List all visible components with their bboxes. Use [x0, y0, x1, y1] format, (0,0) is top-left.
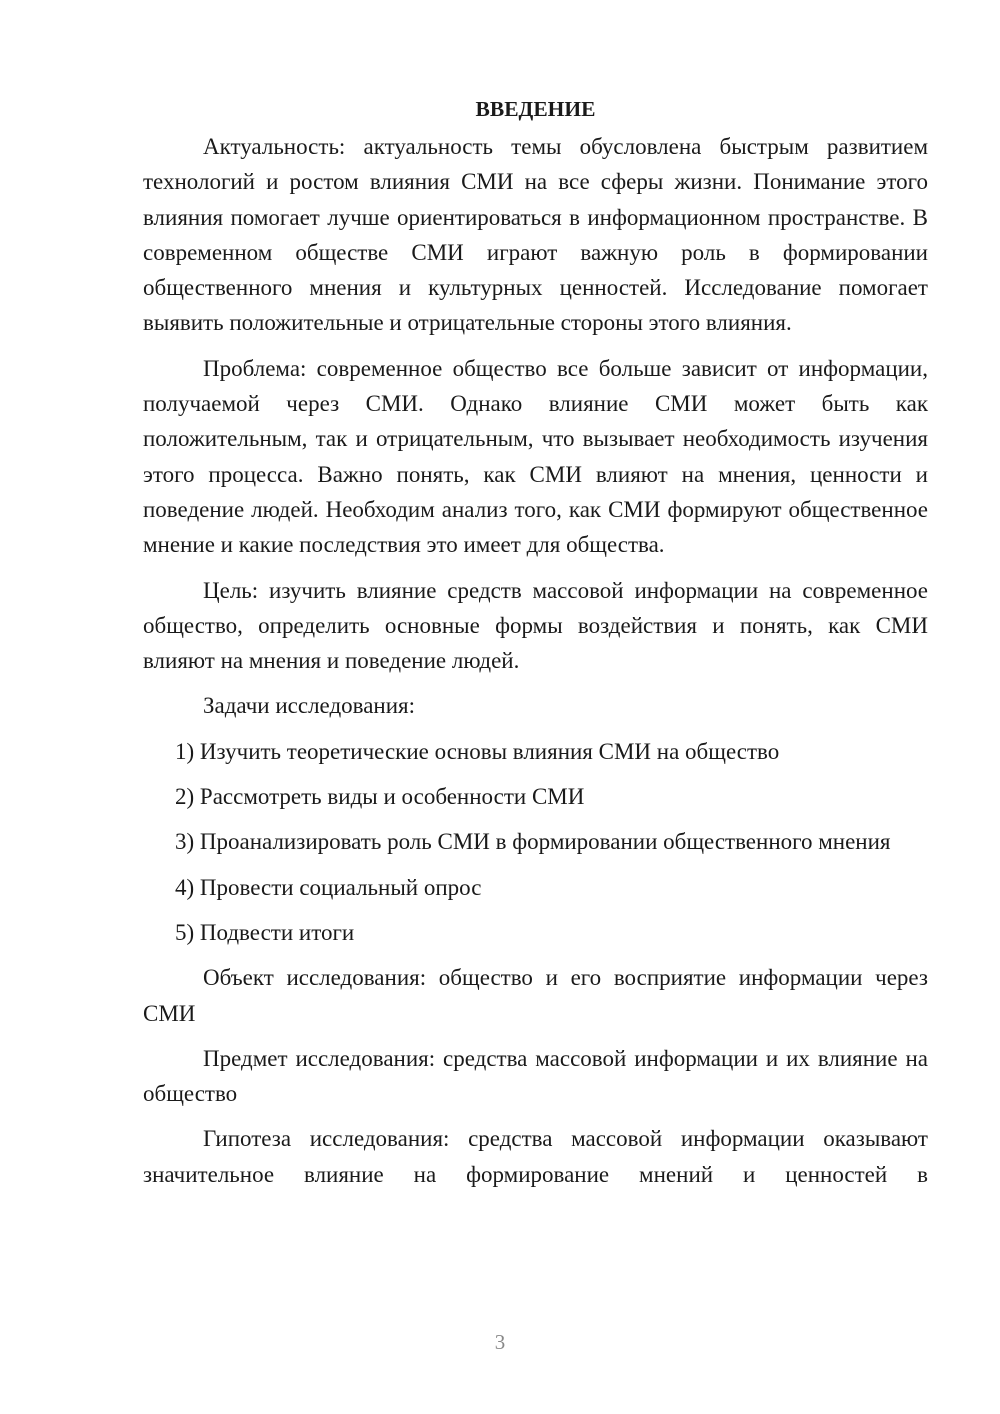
- page-number: 3: [494, 1330, 506, 1354]
- task-item-5: 5) Подвести итоги: [175, 919, 355, 945]
- page-content: [143, 92, 928, 1192]
- paragraph-hypothesis: Гипотеза исследования: средства массовой информации оказывают значительное влияние на формирование мнений и ценностей в: [143, 1126, 928, 1187]
- page-title: ВВЕДЕНИЕ: [475, 97, 596, 121]
- paragraph-problem: Проблема: современное общество все больше зависит от информации, получаемой через СМИ. Однако влияние СМИ может быть как положительным, так и отрицательным, что вызывает необходимость изучения этого процесса. Важно понять, как СМИ влияют на мнения, ценности и поведение людей. Необходим анализ того, как СМИ формируют общественное мнение и какие последствия это имеет для общества.: [143, 355, 928, 558]
- task-item-4: 4) Провести социальный опрос: [175, 874, 482, 900]
- paragraph-tasks-heading: Задачи исследования:: [203, 693, 416, 719]
- task-item-3: 3) Проанализировать роль СМИ в формировании общественного мнения: [175, 829, 891, 855]
- task-item-2: 2) Рассмотреть виды и особенности СМИ: [175, 784, 585, 810]
- paragraph-subject: Предмет исследования: средства массовой информации и их влияние на общество: [143, 1045, 928, 1107]
- paragraph-object: Объект исследования: общество и его восприятие информации через СМИ: [143, 965, 928, 1026]
- paragraph-relevance: Актуальность: актуальность темы обусловлена быстрым развитием технологий и ростом влияния СМИ на все сферы жизни. Понимание этого влияния помогает лучше ориентироваться в информационном пространстве. В современном обществе СМИ играют важную роль в формировании общественного мнения и культурных ценностей. Исследование помогает выявить положительные и отрицательные стороны этого влияния.: [143, 134, 928, 336]
- task-item-1: 1) Изучить теоретические основы влияния СМИ на общество: [175, 738, 780, 764]
- paragraph-goal: Цель: изучить влияние средств массовой информации на современное общество, определить основные формы воздействия и понять, как СМИ влияют на мнения и поведение людей.: [143, 577, 928, 674]
